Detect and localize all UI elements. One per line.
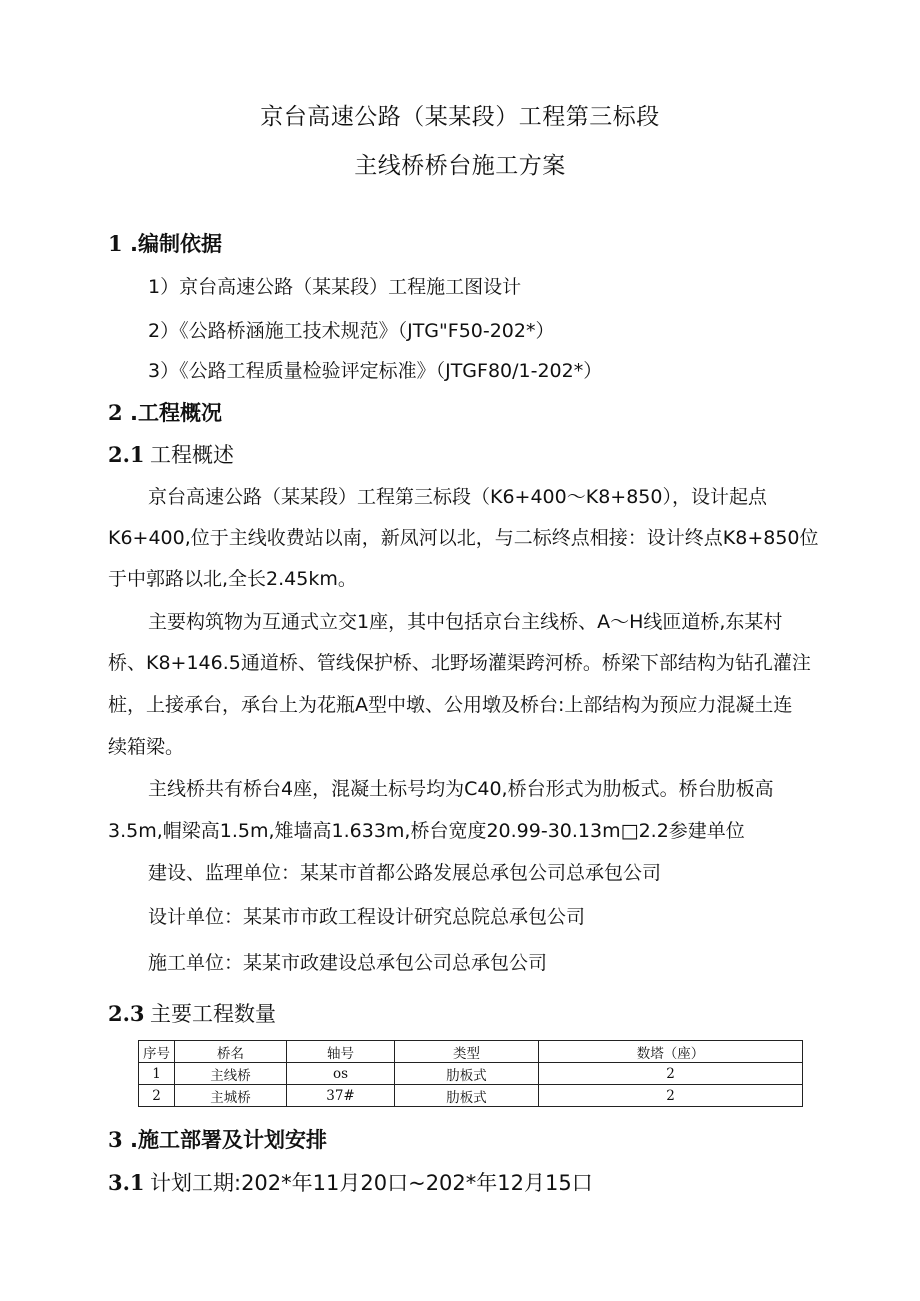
section-2-1-heading bbox=[108, 439, 234, 469]
section-2-heading bbox=[108, 397, 222, 427]
section-title: 计划工期:202*年11月20口~202*年12月15口 bbox=[150, 1171, 593, 1195]
section-title: .施工部署及计划安排 bbox=[130, 1128, 327, 1152]
quantity-table bbox=[138, 1040, 803, 1107]
table-cell: 1 bbox=[139, 1063, 175, 1085]
section-title: 工程概述 bbox=[150, 443, 234, 467]
table-header-cell: 轴号 bbox=[287, 1041, 395, 1063]
section-number: 1 bbox=[108, 231, 123, 256]
paragraph-line: 主要构筑物为互通式立交1座，其中包括京台主线桥、A～H线匝道桥,东某村 bbox=[148, 611, 783, 633]
section-number: 3.1 bbox=[108, 1170, 145, 1195]
paragraph-line: 京台高速公路（某某段）工程第三标段（K6+400～K8+850），设计起点 bbox=[148, 486, 767, 508]
table-cell: 2 bbox=[539, 1063, 803, 1085]
table-cell: 主线桥 bbox=[175, 1063, 287, 1085]
paragraph-line: K6+400,位于主线收费站以南，新凤河以北，与二标终点相接：设计终点K8+850位 bbox=[108, 527, 819, 549]
table-header-cell: 桥名 bbox=[175, 1041, 287, 1063]
section-number: 3 bbox=[108, 1127, 123, 1152]
paragraph-line: 主线桥共有桥台4座，混凝土标号均为C40,桥台形式为肋板式。桥台肋板高 bbox=[148, 778, 774, 800]
paragraph-line: 桥、K8+146.5通道桥、管线保护桥、北野场灌渠跨河桥。桥梁下部结构为钻孔灌注 bbox=[108, 652, 811, 674]
table-header-cell: 数塔（座） bbox=[539, 1041, 803, 1063]
paragraph-line: 桩，上接承台，承台上为花瓶A型中墩、公用墩及桥台:上部结构为预应力混凝土连 bbox=[108, 694, 793, 716]
table-cell: 主城桥 bbox=[175, 1085, 287, 1107]
section-2-3-heading bbox=[108, 998, 276, 1028]
table-cell: 2 bbox=[139, 1085, 175, 1107]
section-3-1-heading bbox=[108, 1167, 593, 1197]
paragraph-line: 续箱梁。 bbox=[108, 736, 185, 758]
table-row bbox=[139, 1063, 803, 1085]
table-cell: 2 bbox=[539, 1085, 803, 1107]
doc-title-line2: 主线桥桥台施工方案 bbox=[354, 153, 566, 179]
section-title: .工程概况 bbox=[130, 401, 222, 425]
table-cell: 肋板式 bbox=[395, 1063, 539, 1085]
section-number: 2 bbox=[108, 400, 123, 425]
table-cell: os bbox=[287, 1063, 395, 1085]
table-cell: 肋板式 bbox=[395, 1085, 539, 1107]
table-header-cell: 类型 bbox=[395, 1041, 539, 1063]
section-number: 2.3 bbox=[108, 1001, 145, 1026]
paragraph-line: 3.5m,帽梁高1.5m,雉墙高1.633m,桥台宽度20.99-30.13m□2.2参建单位 bbox=[108, 820, 745, 842]
table-row bbox=[139, 1085, 803, 1107]
unit-line: 施工单位：某某市政建设总承包公司总承包公司 bbox=[148, 952, 548, 974]
unit-line: 建设、监理单位：某某市首都公路发展总承包公司总承包公司 bbox=[148, 862, 662, 884]
basis-item: 1）京台高速公路（某某段）工程施工图设计 bbox=[148, 276, 522, 298]
section-number: 2.1 bbox=[108, 442, 145, 467]
section-title: 主要工程数量 bbox=[150, 1002, 276, 1026]
table-header-row bbox=[139, 1041, 803, 1063]
table-header-cell: 序号 bbox=[139, 1041, 175, 1063]
unit-line: 设计单位：某某市市政工程设计研究总院总承包公司 bbox=[148, 906, 586, 928]
paragraph-line: 于中郭路以北,全长2.45km。 bbox=[108, 568, 357, 590]
section-title: .编制依据 bbox=[130, 232, 222, 256]
section-1-heading bbox=[108, 228, 222, 258]
doc-title-line1: 京台高速公路（某某段）工程第三标段 bbox=[260, 104, 660, 130]
section-3-heading bbox=[108, 1124, 327, 1154]
basis-item: 2）《公路桥涵施工技术规范》（JTG"F50-202*） bbox=[148, 320, 555, 342]
table-cell: 37# bbox=[287, 1085, 395, 1107]
basis-item: 3）《公路工程质量检验评定标准》（JTGF80/1-202*） bbox=[148, 360, 603, 382]
